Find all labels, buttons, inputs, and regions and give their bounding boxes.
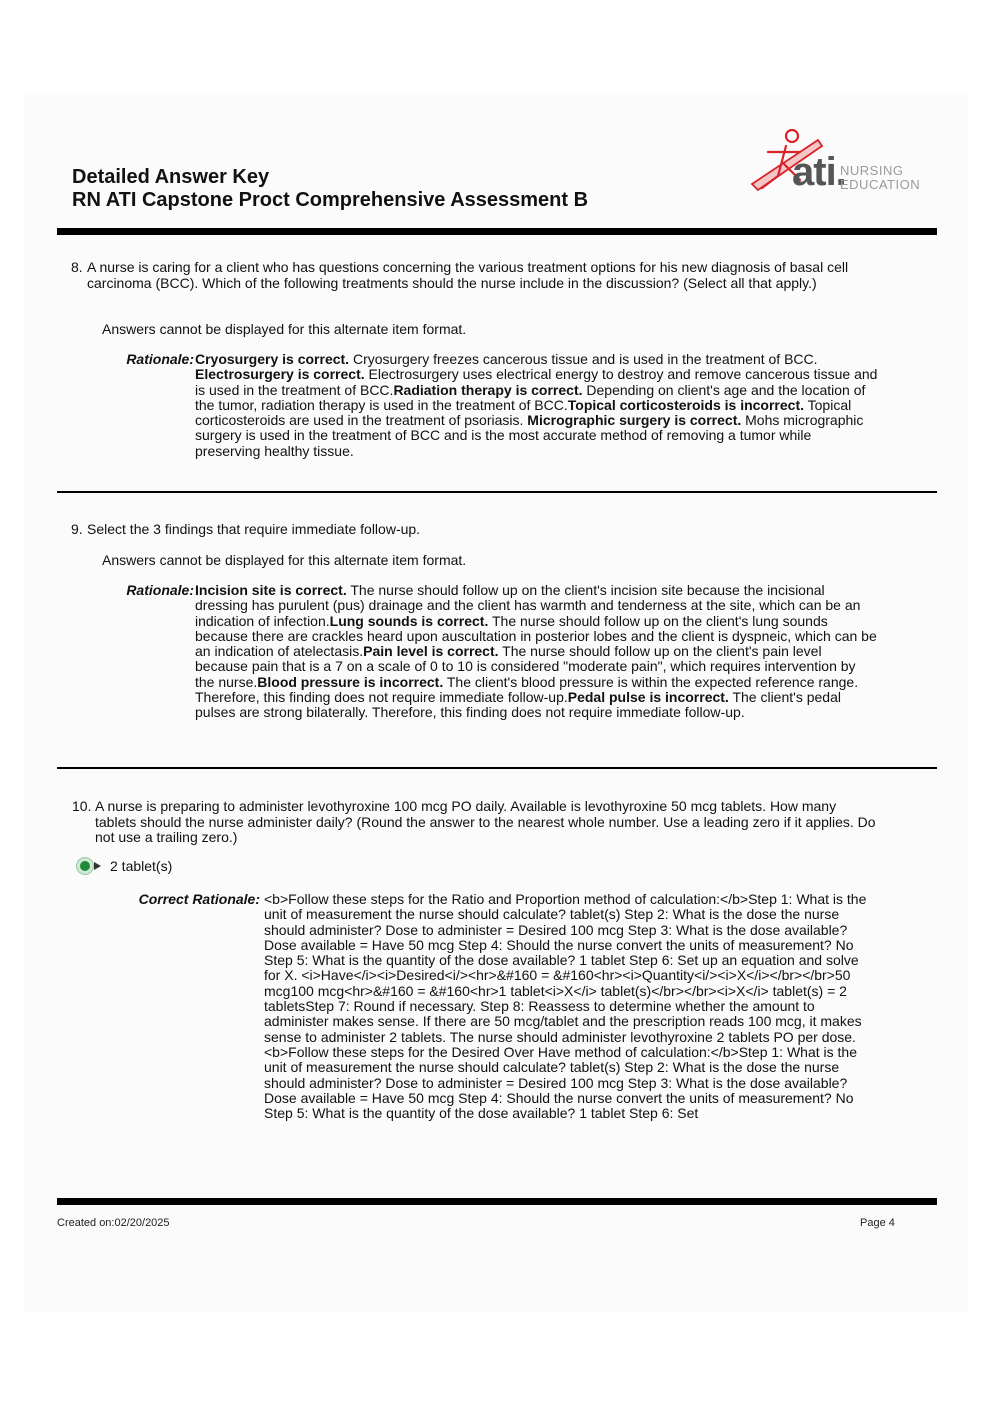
rationale-explanation: Depending on client's age and the location of the tumor, radiation therapy is used in the treatment of BCC. xyxy=(195,381,866,413)
page-number: Page 4 xyxy=(860,1217,895,1229)
rationale-verdict: Radiation therapy is correct. xyxy=(393,381,583,398)
question-text: Select the 3 findings that require immediate follow-up. xyxy=(87,521,421,537)
page-title xyxy=(72,166,588,212)
header-divider xyxy=(57,228,937,235)
question-text: A nurse is caring for a client who has questions concerning the various treatment options for his new diagnosis of basal cell carcinoma (BCC). Which of the following treatments should the nurse include in the discussion? (Select all that apply.) xyxy=(87,259,849,291)
answer-value: 2 tablet(s) xyxy=(110,858,173,874)
rationale-verdict: Incision site is correct. xyxy=(195,582,347,598)
rationale-label: Rationale: xyxy=(126,582,194,598)
rationale-verdict: Topical corticosteroids is incorrect. xyxy=(567,396,804,413)
rationale-explanation: Mohs micrographic surgery is used in the treatment of BCC and is the most accurate method of removing a tumor while preserving healthy tissue. xyxy=(195,412,864,459)
correct-rationale-text: <b>Follow these steps for the Ratio and Proportion method of calculation:</b>Step 1: What is the unit of measurement the nurse should calculate? tablet(s) Step 2: What is the dose the nurse should administer? Dose to administer = Desired 100 mcg Step 3: What is the dose available? Dose available = Have 50 mcg Step 4: Should the nurse convert the units of measurement? No Step 5: What is the quantity of the dose available? 1 tablet Step 6: Set up an equation and solve for X. <i>Have</i><i>Desired<i/><hr>&#160 = &#160<hr><i>Quantity<i/><i>X</i></br></br>50 mcg100 mcg<hr>&#160 = &#160<hr>1 tablet<i>X</i> tablet(s)</br></br><i>X</i> tablet(s) = 2 tabletsStep 7: Round if necessary. Step 8: Reassess to determine whether the amount to administer makes sense. If there are 50 mcg/tablet and the prescription reads 100 mcg, it makes sense to administer 2 tablets. The nurse should administer levothyroxine 2 tablets PO per dose.<b>Follow these steps for the Desired Over Have method of calculation:</b>Step 1: What is the unit of measurement the nurse should calculate? tablet(s) Step 2: What is the dose the nurse should administer? Dose to administer = Desired 100 mcg Step 3: What is the dose available? Dose available = Have 50 mcg Step 4: Should the nurse convert the units of measurement? No Step 5: What is the quantity of the dose available? 1 tablet Step 6: Set xyxy=(264,891,867,1122)
ati-logo xyxy=(748,122,921,202)
logo-ati-text: ati. xyxy=(792,150,846,194)
alternate-format-note: Answers cannot be displayed for this alternate item format. xyxy=(102,321,467,337)
rationale-explanation: Cryosurgery freezes cancerous tissue and is used in the treatment of BCC. xyxy=(349,351,818,367)
rationale-verdict: Electrosurgery is correct. xyxy=(195,366,365,383)
rationale-verdict: Cryosurgery is correct. xyxy=(195,351,350,367)
alternate-format-note: Answers cannot be displayed for this alternate item format. xyxy=(102,552,467,568)
rationale-text xyxy=(195,583,877,721)
rationale-explanation: The client's blood pressure is within the expected reference range. Therefore, this finding does not require immediate follow-up. xyxy=(195,673,859,706)
question-number: 8. xyxy=(71,259,83,275)
rationale-explanation: The client's pedal pulses are strong bilaterally. Therefore, this finding does not require immediate follow-up. xyxy=(195,689,841,721)
question-number: 9. xyxy=(71,521,83,537)
rationale-explanation: The nurse should follow up on the client's pain level because pain that is a 7 on a scale of 0 to 10 is considered "moderate pain", which requires intervention by the nurse. xyxy=(195,643,856,690)
question-divider xyxy=(57,767,937,769)
correct-answer-radio-icon xyxy=(76,857,94,875)
rationale-explanation: The nurse should follow up on the client's incision site because the incisional dressing has purulent (pus) drainage and the client has warmth and tenderness at the site, which can be an indication of infection. xyxy=(195,582,861,629)
rationale-verdict: Pedal pulse is incorrect. xyxy=(567,689,729,706)
created-date: Created on:02/20/2025 xyxy=(57,1217,170,1229)
rationale-verdict: Micrographic surgery is correct. xyxy=(527,412,742,429)
rationale-verdict: Blood pressure is incorrect. xyxy=(257,673,444,690)
rationale-explanation: The nurse should follow up on the client's lung sounds because there are crackles heard upon auscultation in posterior lobes and the client is dyspneic, which can be an indication of atelectasis. xyxy=(195,612,877,660)
logo-sub-line-2: EDUCATION xyxy=(840,177,921,192)
logo-sub-line-1: NURSING xyxy=(840,163,904,178)
correct-rationale-label: Correct Rationale: xyxy=(138,891,260,907)
rationale-verdict: Pain level is correct. xyxy=(363,643,499,660)
rationale-text xyxy=(195,352,879,459)
rationale-verdict: Lung sounds is correct. xyxy=(329,612,489,629)
logo-subtitle xyxy=(840,164,920,192)
title-line-2: RN ATI Capstone Proct Comprehensive Assessment B xyxy=(72,189,589,211)
rationale-explanation: Topical corticosteroids are used in the treatment of psoriasis. xyxy=(195,396,852,429)
title-line-1: Detailed Answer Key xyxy=(72,166,270,188)
footer-divider xyxy=(57,1198,937,1205)
rationale-explanation: Electrosurgery uses electrical energy to destroy and remove cancerous tissue and is used in the treatment of BCC. xyxy=(195,366,878,398)
rationale-label: Rationale: xyxy=(126,351,194,367)
question-text: A nurse is preparing to administer levothyroxine 100 mcg PO daily. Available is levothyroxine 50 mcg tablets. How many tablets should the nurse administer daily? (Round the answer to the nearest whole number. Use a leading zero if it applies. Do not use a trailing zero.) xyxy=(95,798,876,845)
question-number: 10. xyxy=(72,798,92,814)
pointer-arrow-icon xyxy=(94,862,101,870)
question-divider xyxy=(57,491,937,493)
